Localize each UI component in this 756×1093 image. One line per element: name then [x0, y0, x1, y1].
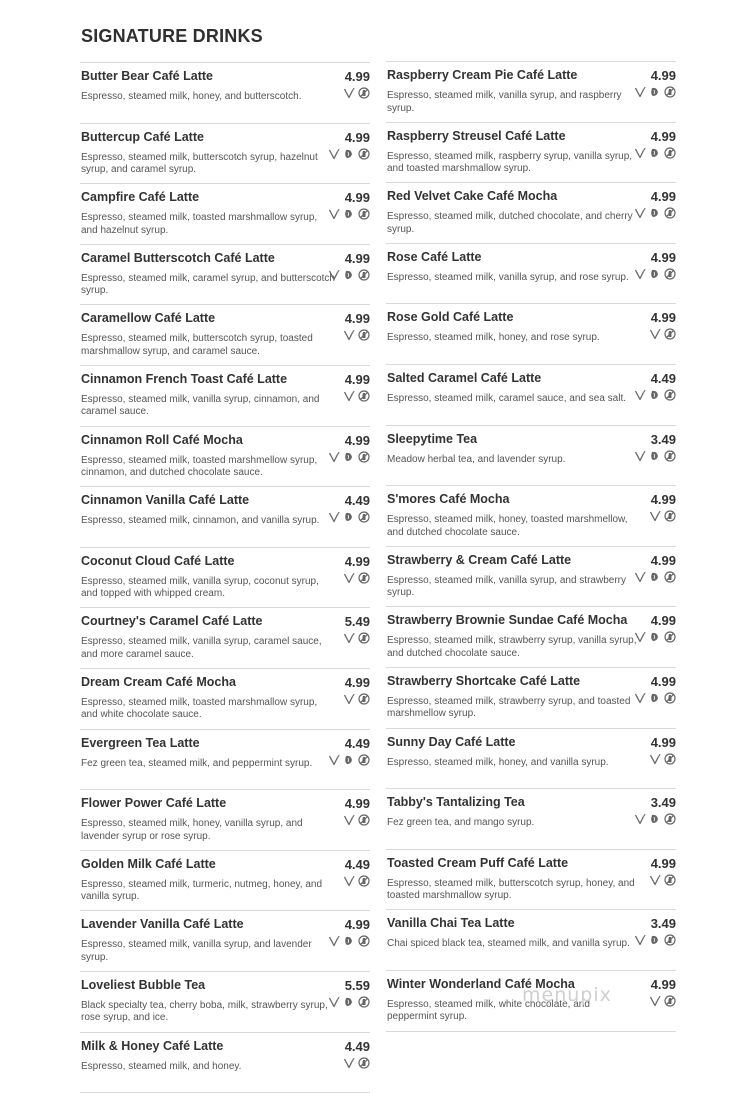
nut-icon — [343, 935, 355, 947]
menu-item-description: Espresso, steamed milk, vanilla syrup, and lavender syrup. — [81, 939, 312, 963]
vegan-icon — [649, 753, 661, 765]
menu-column-left — [80, 62, 370, 1093]
nut-icon — [649, 207, 661, 219]
dietary-icons — [328, 935, 370, 947]
dietary-icons — [634, 207, 676, 219]
dairy-free-icon — [664, 510, 676, 522]
vegan-icon — [328, 148, 340, 160]
menu-item — [386, 788, 676, 849]
menu-item-name: Sleepytime Tea — [387, 431, 478, 446]
dairy-free-icon — [664, 389, 676, 401]
dietary-icons — [343, 814, 370, 826]
nut-icon — [649, 571, 661, 583]
menu-item-description: Chai spiced black tea, steamed milk, and vanilla syrup. — [387, 938, 630, 950]
menu-item-description: Espresso, steamed milk, vanilla syrup, and raspberry syrup. — [387, 90, 622, 114]
menu-item-name: Butter Bear Café Latte — [81, 69, 213, 83]
menu-item-description: Espresso, steamed milk, caramel syrup, and butterscotch syrup. — [81, 272, 335, 297]
menu-item-name: Golden Milk Café Latte — [81, 856, 216, 871]
menu-item-price: 4.99 — [344, 432, 370, 448]
vegan-icon — [343, 87, 355, 99]
menu-item-price: 4.99 — [344, 917, 370, 933]
menu-item-description: Espresso, steamed milk, dutched chocolate, and cherry syrup. — [387, 211, 633, 235]
dietary-icons — [634, 268, 676, 280]
menu-item-description: Espresso, steamed milk, toasted marshmellow syrup, cinnamon, and dutched chocolate sauce. — [81, 454, 318, 479]
menu-item-description: Espresso, steamed milk, honey, toasted marshmellow, and dutched chocolate sauce. — [387, 514, 628, 538]
dietary-icons — [649, 328, 676, 340]
menu-item-name: Dream Cream Café Mocha — [81, 674, 236, 689]
dairy-free-icon — [664, 692, 676, 704]
menu-item — [386, 546, 676, 607]
dairy-free-icon — [664, 147, 676, 159]
menu-item-description: Espresso, steamed milk, honey, and rose syrup. — [387, 332, 600, 344]
menu-item-description: Espresso, steamed milk, vanilla syrup, coconut syrup, and topped with whipped cream. — [81, 575, 319, 600]
menu-item-description: Espresso, steamed milk, honey, and butterscotch. — [81, 91, 302, 102]
vegan-icon — [634, 631, 646, 643]
menu-item-price: 4.49 — [650, 370, 676, 386]
menu-item-description: Espresso, steamed milk, honey, and vanilla syrup. — [387, 756, 609, 768]
menu-item-name: Tabby's Tantalizing Tea — [387, 795, 525, 810]
vegan-icon — [328, 996, 340, 1008]
dietary-icons — [343, 572, 370, 584]
menu-item-description: Meadow herbal tea, and lavender syrup. — [387, 453, 566, 465]
dairy-free-icon — [358, 996, 370, 1008]
menu-item — [386, 182, 676, 243]
nut-icon — [343, 208, 355, 220]
menu-item-description: Fez green tea, and mango syrup. — [387, 817, 535, 829]
dairy-free-icon — [358, 875, 370, 887]
menu-item-price: 4.99 — [650, 976, 676, 992]
menu-item-description: Espresso, steamed milk, butterscotch syrup, hazelnut syrup, and caramel syrup. — [81, 151, 318, 176]
menu-item-price: 4.99 — [650, 855, 676, 871]
vegan-icon — [649, 874, 661, 886]
vegan-icon — [634, 934, 646, 946]
menu-item-name: Caramellow Café Latte — [81, 311, 216, 326]
dairy-free-icon — [358, 269, 370, 281]
menu-item — [80, 426, 370, 487]
dietary-icons — [343, 1057, 370, 1069]
menu-item-description: Espresso, steamed milk, strawberry syrup, and toasted marshmellow syrup. — [387, 695, 631, 720]
menu-item — [386, 667, 676, 728]
menu-item-description: Espresso, steamed milk, butterscotch syrup, toasted marshmallow syrup, and caramel sauce. — [81, 333, 313, 357]
menu-item-name: Evergreen Tea Latte — [81, 735, 200, 750]
dietary-icons — [328, 996, 370, 1008]
menu-item-description: Black specialty tea, cherry boba, milk, strawberry syrup, rose syrup, and ice. — [81, 999, 328, 1024]
menu-item — [386, 485, 676, 546]
menu-item-price: 4.99 — [344, 69, 370, 84]
vegan-icon — [634, 268, 646, 280]
dairy-free-icon — [358, 572, 370, 584]
menu-item-name: Campfire Café Latte — [81, 190, 200, 205]
nut-icon — [649, 268, 661, 280]
nut-icon — [343, 996, 355, 1008]
vegan-icon — [328, 935, 340, 947]
dietary-icons — [343, 632, 370, 644]
menu-item-price: 4.99 — [344, 796, 370, 812]
menu-item-name: Milk & Honey Café Latte — [81, 1038, 224, 1053]
menu-item-name: Toasted Cream Puff Café Latte — [387, 855, 569, 870]
menu-item — [386, 243, 676, 304]
vegan-icon — [343, 390, 355, 402]
menu-item-price: 4.99 — [650, 673, 676, 689]
vegan-icon — [343, 1057, 355, 1069]
menu-item-name: Buttercup Café Latte — [81, 129, 204, 144]
menu-item-price: 4.99 — [344, 190, 370, 206]
vegan-icon — [634, 450, 646, 462]
dairy-free-icon — [664, 207, 676, 219]
dairy-free-icon — [358, 148, 370, 160]
menu-item — [80, 850, 370, 911]
vegan-icon — [343, 814, 355, 826]
menu-item — [80, 607, 370, 668]
menu-item-description: Fez green tea, steamed milk, and peppermint syrup. — [81, 757, 313, 769]
menu-column-right — [386, 61, 676, 1032]
dietary-icons — [634, 631, 676, 643]
dairy-free-icon — [664, 874, 676, 886]
vegan-icon — [328, 208, 340, 220]
menu-item — [80, 365, 370, 426]
menu-item-price: 4.99 — [650, 552, 676, 568]
menu-item-description: Espresso, steamed milk, vanilla syrup, and rose syrup. — [387, 271, 629, 283]
menu-item-name: Courtney's Caramel Café Latte — [81, 614, 263, 629]
menu-item — [80, 547, 370, 608]
dairy-free-icon — [664, 86, 676, 98]
menu-item-description: Espresso, steamed milk, vanilla syrup, caramel sauce, and more caramel sauce. — [81, 636, 322, 660]
dietary-icons — [649, 995, 676, 1007]
dietary-icons — [634, 389, 676, 401]
dietary-icons — [649, 874, 676, 886]
menu-item — [386, 728, 676, 789]
vegan-icon — [343, 632, 355, 644]
menupix-watermark: menupix — [522, 984, 612, 1006]
vegan-icon — [634, 389, 646, 401]
menu-item-name: Strawberry Shortcake Café Latte — [387, 673, 581, 688]
section-title: SIGNATURE DRINKS — [81, 26, 263, 46]
vegan-icon — [649, 328, 661, 340]
menu-item-description: Espresso, steamed milk, turmeric, nutmeg, honey, and vanilla syrup. — [81, 878, 323, 903]
nut-icon — [649, 631, 661, 643]
menu-item-name: Loveliest Bubble Tea — [81, 977, 206, 992]
menu-item-name: Cinnamon Vanilla Café Latte — [81, 493, 250, 508]
menu-item-price: 4.99 — [650, 68, 676, 83]
vegan-icon — [343, 572, 355, 584]
menu-item-price: 4.99 — [650, 734, 676, 750]
dietary-icons — [649, 753, 676, 765]
vegan-icon — [634, 86, 646, 98]
vegan-icon — [649, 510, 661, 522]
menu-item — [80, 62, 370, 123]
dairy-free-icon — [358, 208, 370, 220]
menu-item-price: 4.99 — [344, 311, 370, 327]
menu-item-name: Winter Wonderland Café Mocha — [387, 976, 575, 991]
dietary-icons — [343, 390, 370, 402]
dairy-free-icon — [358, 693, 370, 705]
menu-item — [386, 909, 676, 970]
menu-item-name: Raspberry Streusel Café Latte — [387, 128, 566, 143]
menu-item — [80, 789, 370, 850]
menu-item-name: Cinnamon Roll Café Mocha — [81, 432, 243, 447]
dairy-free-icon — [358, 451, 370, 463]
dairy-free-icon — [358, 1057, 370, 1069]
dietary-icons — [634, 571, 676, 583]
dietary-icons — [328, 269, 370, 281]
menu-item-price: 4.99 — [650, 492, 676, 508]
menu-item — [386, 425, 676, 486]
menu-item-price: 4.99 — [344, 250, 370, 266]
vegan-icon — [343, 329, 355, 341]
menu-item-description: Espresso, steamed milk, vanilla syrup, and strawberry syrup. — [387, 574, 626, 599]
menu-item-name: Red Velvet Cake Café Mocha — [387, 189, 558, 204]
dairy-free-icon — [358, 390, 370, 402]
dairy-free-icon — [358, 814, 370, 826]
nut-icon — [343, 148, 355, 160]
menu-item-name: Cinnamon French Toast Café Latte — [81, 371, 288, 386]
dairy-free-icon — [664, 328, 676, 340]
menu-item — [80, 910, 370, 971]
dairy-free-icon — [664, 813, 676, 825]
dairy-free-icon — [664, 450, 676, 462]
dietary-icons — [634, 934, 676, 946]
menu-item-description: Espresso, steamed milk, strawberry syrup, vanilla syrup, and dutched chocolate sauce. — [387, 635, 637, 659]
column-divider — [386, 1031, 676, 1032]
nut-icon — [649, 692, 661, 704]
dairy-free-icon — [664, 995, 676, 1007]
vegan-icon — [634, 147, 646, 159]
menu-item-name: Strawberry & Cream Café Latte — [387, 552, 572, 567]
menu-item-name: Rose Café Latte — [387, 249, 482, 264]
menu-item-price: 4.99 — [344, 553, 370, 569]
menu-item — [80, 304, 370, 365]
dairy-free-icon — [358, 87, 370, 99]
dietary-icons — [328, 754, 370, 766]
menu-item-name: Salted Caramel Café Latte — [387, 370, 542, 385]
dairy-free-icon — [358, 935, 370, 947]
menu-item-name: Strawberry Brownie Sundae Café Mocha — [387, 613, 628, 628]
vegan-icon — [634, 692, 646, 704]
vegan-icon — [328, 754, 340, 766]
dairy-free-icon — [358, 511, 370, 523]
dietary-icons — [343, 329, 370, 341]
menu-item-price: 4.99 — [650, 128, 676, 144]
menu-item — [386, 364, 676, 425]
nut-icon — [343, 451, 355, 463]
menu-item-price: 5.59 — [344, 977, 370, 993]
menu-item — [80, 1032, 370, 1093]
menu-item-name: Coconut Cloud Café Latte — [81, 553, 235, 568]
nut-icon — [649, 450, 661, 462]
vegan-icon — [343, 693, 355, 705]
menu-item — [80, 123, 370, 184]
dietary-icons — [328, 148, 370, 160]
dairy-free-icon — [358, 329, 370, 341]
dietary-icons — [649, 510, 676, 522]
menu-item — [80, 183, 370, 244]
menu-item — [80, 729, 370, 790]
dairy-free-icon — [664, 571, 676, 583]
menu-item-name: Lavender Vanilla Café Latte — [81, 917, 244, 932]
menu-item-price: 4.49 — [344, 856, 370, 872]
menu-item-name: Sunny Day Café Latte — [387, 734, 516, 749]
menu-item — [80, 971, 370, 1032]
dietary-icons — [634, 692, 676, 704]
menu-item-description: Espresso, steamed milk, white chocolate, and peppermint syrup. — [387, 998, 590, 1023]
menu-item-name: S'mores Café Mocha — [387, 492, 510, 507]
dairy-free-icon — [664, 631, 676, 643]
vegan-icon — [634, 813, 646, 825]
vegan-icon — [634, 571, 646, 583]
vegan-icon — [328, 511, 340, 523]
nut-icon — [343, 511, 355, 523]
menu-item-price: 4.99 — [344, 674, 370, 690]
menu-item-name: Caramel Butterscotch Café Latte — [81, 250, 275, 265]
dairy-free-icon — [358, 632, 370, 644]
menu-item-description: Espresso, steamed milk, honey, vanilla syrup, and lavender syrup or rose syrup. — [81, 818, 303, 842]
nut-icon — [649, 86, 661, 98]
dietary-icons — [634, 450, 676, 462]
dietary-icons — [343, 87, 370, 99]
nut-icon — [649, 389, 661, 401]
nut-icon — [343, 754, 355, 766]
menu-item-description: Espresso, steamed milk, cinnamon, and vanilla syrup. — [81, 515, 320, 527]
menu-item-name: Flower Power Café Latte — [81, 796, 227, 811]
dietary-icons — [634, 813, 676, 825]
menu-item-price: 4.99 — [650, 613, 676, 629]
dairy-free-icon — [664, 753, 676, 765]
dairy-free-icon — [358, 754, 370, 766]
menu-item-name: Raspberry Cream Pie Café Latte — [387, 68, 578, 82]
menu-item-name: Rose Gold Café Latte — [387, 310, 514, 325]
menu-item-name: Vanilla Chai Tea Latte — [387, 916, 515, 931]
vegan-icon — [328, 269, 340, 281]
menu-item-price: 3.49 — [650, 431, 676, 447]
vegan-icon — [649, 995, 661, 1007]
dietary-icons — [328, 511, 370, 523]
menu-item-price: 4.99 — [650, 249, 676, 265]
dairy-free-icon — [664, 934, 676, 946]
menu-item-description: Espresso, steamed milk, toasted marshmallow syrup, and white chocolate sauce. — [81, 696, 318, 721]
menu-item-price: 3.49 — [650, 795, 676, 811]
menu-item — [386, 303, 676, 364]
menu-item-price: 4.99 — [344, 371, 370, 387]
vegan-icon — [328, 451, 340, 463]
menu-item — [386, 849, 676, 910]
menu-item — [80, 244, 370, 305]
dietary-icons — [328, 208, 370, 220]
menu-item-description: Espresso, steamed milk, raspberry syrup, vanilla syrup, and toasted marshmallow syrup. — [387, 150, 633, 175]
nut-icon — [649, 813, 661, 825]
vegan-icon — [343, 875, 355, 887]
menu-item — [386, 122, 676, 183]
menu-item-price: 3.49 — [650, 916, 676, 932]
vegan-icon — [634, 207, 646, 219]
dairy-free-icon — [664, 268, 676, 280]
nut-icon — [343, 269, 355, 281]
menu-item-description: Espresso, steamed milk, toasted marshmallow syrup, and hazelnut syrup. — [81, 212, 318, 236]
menu-item — [80, 668, 370, 729]
menu-item-price: 5.49 — [344, 614, 370, 630]
menu-item — [386, 61, 676, 122]
menu-item-price: 4.99 — [650, 189, 676, 205]
menu-item-description: Espresso, steamed milk, and honey. — [81, 1060, 242, 1072]
menu-item-price: 4.49 — [344, 493, 370, 509]
nut-icon — [649, 934, 661, 946]
menu-item-description: Espresso, steamed milk, butterscotch syrup, honey, and toasted marshmallow syrup. — [387, 877, 635, 902]
menu-item-price: 4.99 — [344, 129, 370, 145]
menu-item-description: Espresso, steamed milk, caramel sauce, and sea salt. — [387, 392, 626, 404]
menu-item-price: 4.99 — [650, 310, 676, 326]
menu-item-price: 4.49 — [344, 1038, 370, 1054]
dietary-icons — [343, 693, 370, 705]
menu-item-price: 4.49 — [344, 735, 370, 751]
menu-item — [80, 486, 370, 547]
menu-item-description: Espresso, steamed milk, vanilla syrup, cinnamon, and caramel sauce. — [81, 393, 320, 418]
dietary-icons — [634, 86, 676, 98]
nut-icon — [649, 147, 661, 159]
dietary-icons — [343, 875, 370, 887]
menu-item — [386, 606, 676, 667]
dietary-icons — [328, 451, 370, 463]
dietary-icons — [634, 147, 676, 159]
